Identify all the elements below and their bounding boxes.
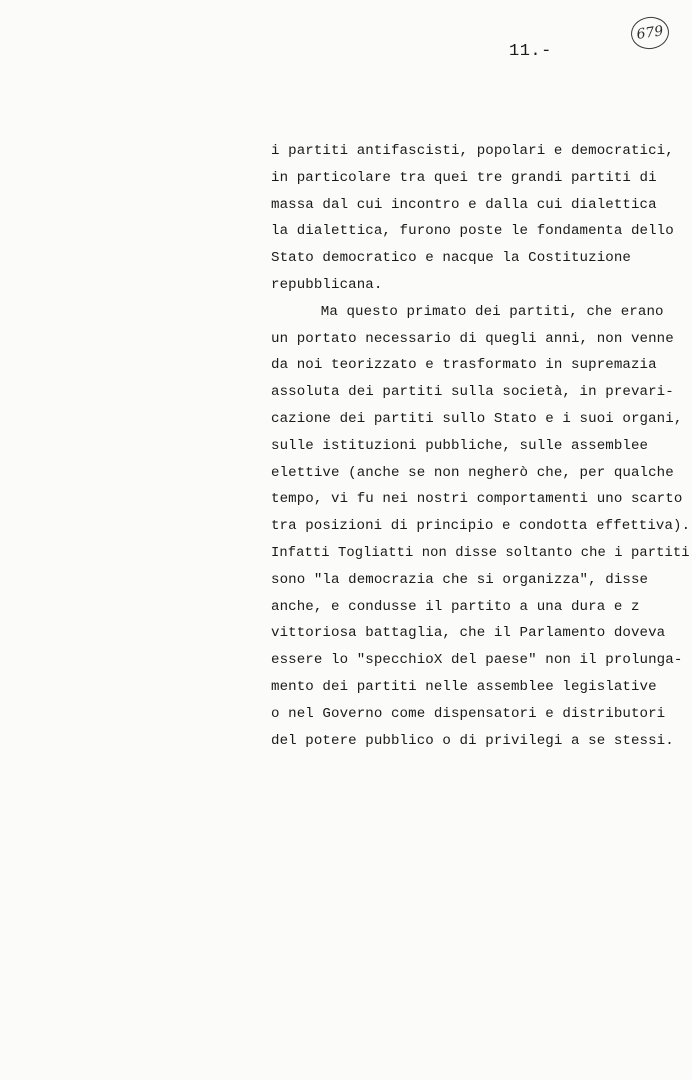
text-line: sulle istituzioni pubbliche, sulle assemblee	[271, 437, 649, 454]
text-line: tra posizioni di principio e condotta effettiva).	[271, 518, 691, 535]
text-line: in particolare tra quei tre grandi partiti di	[271, 169, 657, 186]
text-line: del potere pubblico o di privilegi a se stessi.	[271, 732, 674, 749]
text-line: elettive (anche se non negherò che, per qualche	[271, 464, 674, 481]
text-line: massa dal cui incontro e dalla cui dialettica	[271, 196, 657, 213]
text-line: repubblicana.	[271, 276, 383, 293]
page-number: 11.-	[509, 42, 552, 61]
text-line: essere lo "specchioX del paese" non il prolunga-	[271, 652, 683, 669]
text-line: mento dei partiti nelle assemblee legislative	[271, 678, 657, 695]
text-line: cazione dei partiti sullo Stato e i suoi organi,	[271, 410, 683, 427]
text-line: vittoriosa battaglia, che il Parlamento doveva	[271, 625, 666, 642]
text-line: Stato democratico e nacque la Costituzione	[271, 250, 631, 267]
stamp-number: 679	[635, 23, 665, 43]
text-line: la dialettica, furono poste le fondamenta dello	[271, 223, 674, 240]
text-line: un portato necessario di quegli anni, non venne	[271, 330, 674, 347]
text-line: Infatti Togliatti non disse soltanto che i partiti	[271, 544, 690, 561]
text-line: assoluta dei partiti sulla società, in prevari-	[271, 384, 674, 401]
page-stamp	[629, 15, 671, 52]
body-text	[271, 138, 692, 754]
text-line: tempo, vi fu nei nostri comportamenti uno scarto	[271, 491, 683, 508]
text-line: Ma questo primato dei partiti, che erano	[320, 303, 664, 320]
text-line: i partiti antifascisti, popolari e democratici,	[271, 143, 674, 159]
text-line: anche, e condusse il partito a una dura e z	[271, 598, 640, 615]
text-line: da noi teorizzato e trasformato in supremazia	[271, 357, 657, 374]
text-line: sono "la democrazia che si organizza", disse	[271, 571, 649, 588]
text-line: o nel Governo come dispensatori e distributori	[271, 705, 666, 722]
